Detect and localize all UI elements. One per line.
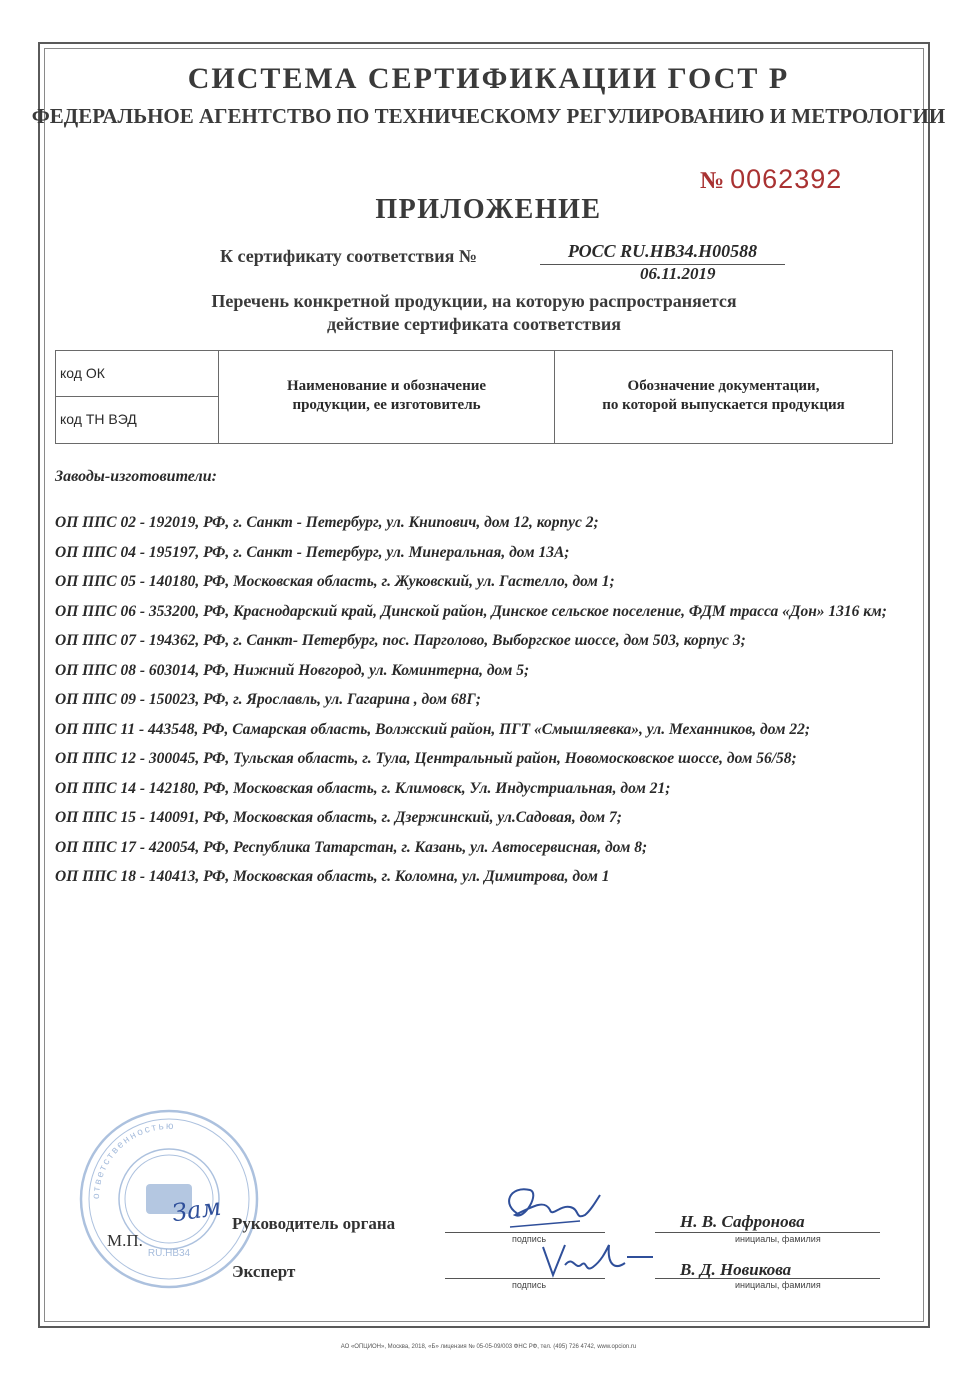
signature-caption: подпись (512, 1280, 547, 1290)
list-item: ОП ППС 18 - 140413, РФ, Московская область, г. Коломна, ул. Димитрова, дом 1 (55, 868, 610, 885)
handwritten-note: Зам (170, 1192, 223, 1228)
list-item: ОП ППС 11 - 443548, РФ, Самарская область, Волжский район, ПГТ «Смышляевка», ул. Механников, дом 22; (55, 720, 811, 738)
signature-caption: подпись (512, 1234, 547, 1244)
expert-signature (535, 1235, 655, 1285)
list-item: ОП ППС 15 - 140091, РФ, Московская область, г. Дзержинский, ул.Садовая, дом 7; (55, 809, 622, 826)
list-item: ОП ППС 09 - 150023, РФ, г. Ярославль, ул. Гагарина , дом 68Г; (55, 691, 481, 708)
list-item: ОП ППС 04 - 195197, РФ, г. Санкт - Петербург, ул. Минеральная, дом 13А; (55, 543, 570, 561)
stamp-text: ответственностью (90, 1120, 176, 1200)
list-item: ОП ППС 07 - 194362, РФ, г. Санкт- Петербург, пос. Парголово, Выборгское шоссе, дом 503, корпус 3; (55, 632, 746, 649)
codes-column (56, 351, 219, 443)
product-column-header (219, 351, 555, 443)
name-caption: инициалы, фамилия (735, 1280, 821, 1290)
system-title: СИСТЕМА СЕРТИФИКАЦИИ ГОСТ Р (187, 62, 790, 95)
header-line: продукции, ее изготовитель (292, 397, 481, 413)
list-item: ОП ППС 06 - 353200, РФ, Краснодарский край, Динской район, Динское сельское поселение, ФДМ трасса «Дон» 1316 км; (55, 602, 887, 620)
head-name-line (655, 1232, 880, 1233)
seal-label: М.П. (107, 1231, 143, 1250)
name-caption: инициалы, фамилия (735, 1234, 821, 1244)
number-value: 0062392 (730, 164, 843, 194)
expert-name: В. Д. Новикова (680, 1260, 792, 1279)
code-ok-cell: код ОК (56, 351, 218, 397)
header-table (55, 350, 893, 444)
head-name: Н. В. Сафронова (680, 1212, 805, 1231)
list-item: ОП ППС 14 - 142180, РФ, Московская область, г. Климовск, Ул. Индустриальная, дом 21; (55, 779, 671, 797)
document-title: ПРИЛОЖЕНИЕ (375, 194, 602, 225)
plants-list (55, 508, 915, 892)
header-line: Наименование и обозначение (286, 378, 487, 394)
form-number (700, 164, 842, 195)
expert-label: Эксперт (232, 1262, 296, 1281)
subtitle-line: Перечень конкретной продукции, на которую распространяется (211, 291, 737, 311)
header-line: Обозначение документации, (627, 378, 820, 394)
code-tnved-cell: код ТН ВЭД (60, 411, 137, 427)
subtitle-line: действие сертификата соответствия (326, 314, 622, 334)
head-label: Руководитель органа (232, 1214, 396, 1233)
stamp-code: RU.HB34 (147, 1248, 191, 1259)
list-item: ОП ППС 12 - 300045, РФ, Тульская область, г. Тула, Центральный район, Новомосковское шоссе, дом 56/58; (55, 750, 797, 767)
list-item: ОП ППС 02 - 192019, РФ, г. Санкт - Петербург, ул. Книпович, дом 12, корпус 2; (55, 514, 599, 531)
plants-title: Заводы-изготовители: (55, 468, 217, 485)
subtitle (0, 290, 948, 336)
docs-column-header (555, 351, 892, 443)
print-footer: АО «ОПЦИОН», Москва, 2018, «Б» лицензия № 05-05-09/003 ФНС РФ, тел. (495) 726 4742, www.opcion.ru (340, 1344, 637, 1350)
header-line: по которой выпускается продукция (602, 397, 845, 413)
cert-prefix: К сертификату соответствия № (220, 246, 477, 266)
agency-title: ФЕДЕРАЛЬНОЕ АГЕНТСТВО ПО ТЕХНИЧЕСКОМУ РЕГУЛИРОВАНИЮ И МЕТРОЛОГИИ (31, 104, 946, 128)
list-item: ОП ППС 17 - 420054, РФ, Республика Татарстан, г. Казань, ул. Автосервисная, дом 8; (55, 838, 648, 856)
cert-number: РОСС RU.HB34.H00588 (540, 241, 785, 265)
list-item: ОП ППС 08 - 603014, РФ, Нижний Новгород, ул. Коминтерна, дом 5; (55, 661, 530, 679)
list-item: ОП ППС 05 - 140180, РФ, Московская область, г. Жуковский, ул. Гастелло, дом 1; (55, 573, 615, 590)
cert-date: 06.11.2019 (640, 264, 716, 283)
number-sign: № (700, 168, 725, 194)
